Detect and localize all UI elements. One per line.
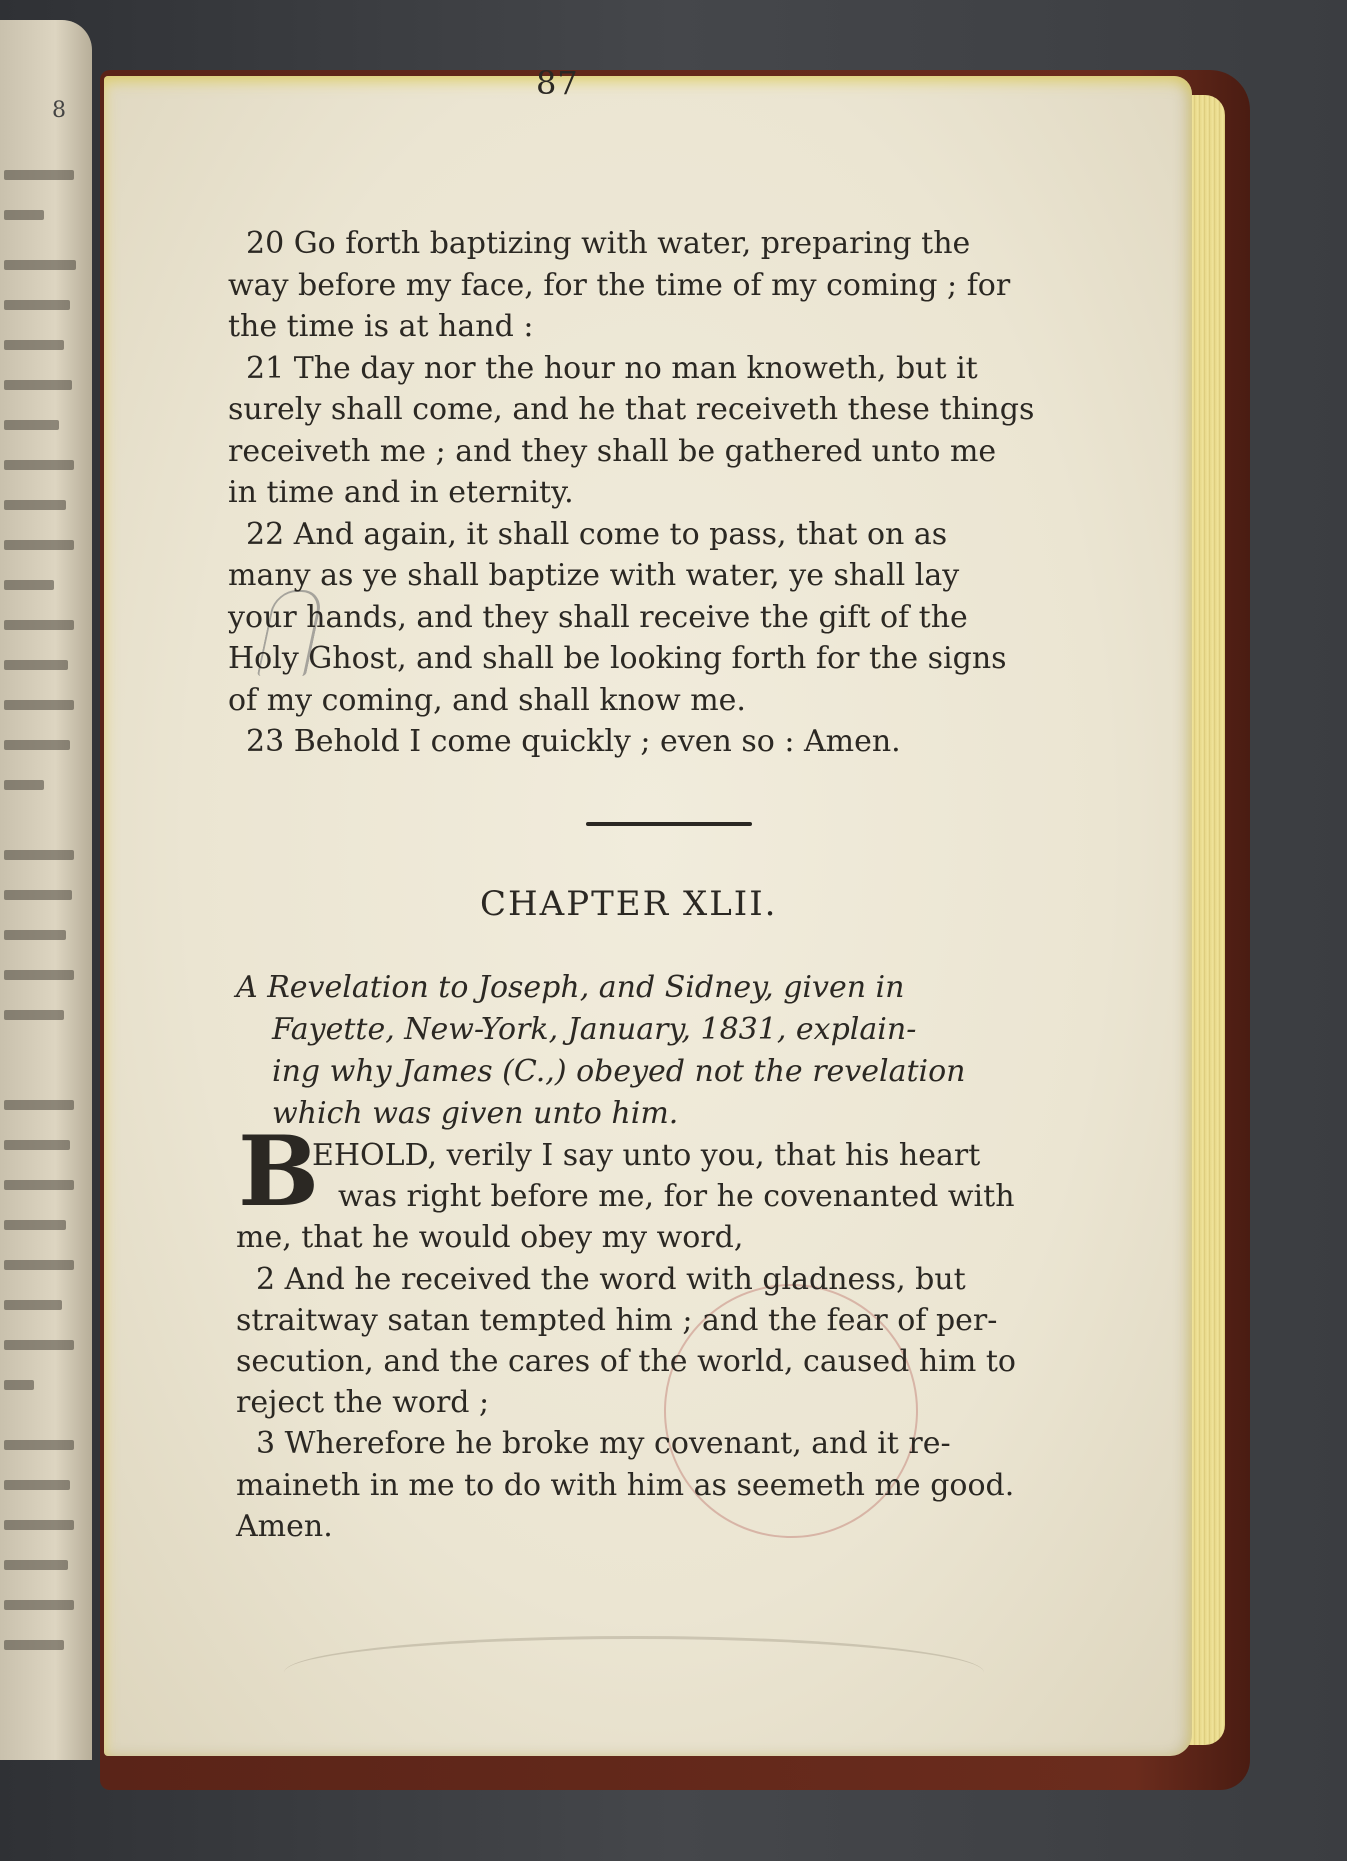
verse-line: receiveth me ; and they shall be gathered unto me <box>228 433 997 469</box>
verse-line: in time and in eternity. <box>228 475 574 510</box>
left-text-line <box>4 1600 74 1610</box>
body-line: EHOLD, verily I say unto you, that his heart <box>312 1138 981 1173</box>
page-smudge <box>284 1636 984 1709</box>
heading-line: A Revelation to Joseph, and Sidney, given in <box>236 970 905 1005</box>
left-text-line <box>4 260 76 270</box>
verse-line: 20 Go forth baptizing with water, preparing the <box>246 226 971 261</box>
chapter-title: CHAPTER XLII. <box>480 884 778 924</box>
left-text-line <box>4 660 68 670</box>
left-text-line <box>4 780 44 790</box>
left-text-line <box>4 620 74 630</box>
verse-line: the time is at hand : <box>228 309 534 344</box>
left-text-line <box>4 1340 74 1350</box>
verse-line: 22 And again, it shall come to pass, that on as <box>246 516 948 552</box>
left-text-line <box>4 170 74 180</box>
verse-line: surely shall come, and he that receiveth these things <box>228 392 1035 427</box>
verse-line: way before my face, for the time of my coming ; for <box>228 267 1011 303</box>
left-text-line <box>4 1100 74 1110</box>
left-text-line <box>4 1220 66 1230</box>
body-line: secution, and the cares of the world, caused him to <box>236 1344 1016 1379</box>
verse-line: your hands, and they shall receive the gift of the <box>228 599 968 635</box>
left-text-line <box>4 850 74 860</box>
heading-line: ing why James (C.,) obeyed not the revelation <box>272 1054 966 1089</box>
body-line: me, that he would obey my word, <box>236 1220 744 1256</box>
left-text-line <box>4 1140 70 1150</box>
body-line: straitway satan tempted him ; and the fear of per- <box>236 1302 998 1338</box>
left-text-line <box>4 1300 62 1310</box>
left-text-line <box>4 460 74 470</box>
left-text-line <box>4 700 74 710</box>
left-text-line <box>4 1010 64 1020</box>
pencil-circle-mark <box>628 1248 954 1574</box>
left-text-line <box>4 890 72 900</box>
left-text-line <box>4 1480 70 1490</box>
left-text-line <box>4 970 74 980</box>
left-text-line <box>4 300 70 310</box>
verse-line: 23 Behold I come quickly ; even so : Amen. <box>246 724 901 759</box>
left-text-line <box>4 1520 74 1530</box>
left-text-line <box>4 210 44 220</box>
page-number: 87 <box>536 64 579 102</box>
drop-cap: B <box>238 1115 320 1228</box>
left-text-line <box>4 380 72 390</box>
verse-line: many as ye shall baptize with water, ye shall lay <box>228 558 960 593</box>
verse-line: of my coming, and shall know me. <box>228 682 746 718</box>
left-text-line <box>4 930 66 940</box>
body-line: 3 Wherefore he broke my covenant, and it re- <box>256 1426 951 1462</box>
left-text-line <box>4 1180 74 1190</box>
left-page-number: 8 <box>52 98 66 123</box>
body-line: 2 And he received the word with gladness, but <box>256 1261 966 1297</box>
verse-line: 21 The day nor the hour no man knoweth, but it <box>246 350 978 386</box>
left-text-line <box>4 1640 64 1650</box>
heading-line: Fayette, New-York, January, 1831, explain- <box>272 1012 917 1047</box>
body-line: was right before me, for he covenanted with <box>338 1179 1015 1215</box>
heading-line: which was given unto him. <box>272 1096 679 1131</box>
section-divider <box>586 822 752 826</box>
left-page-fragment <box>0 20 92 1760</box>
left-text-line <box>4 540 74 550</box>
left-text-line <box>4 1380 34 1390</box>
body-line: Amen. <box>236 1508 333 1544</box>
body-line: maineth in me to do with him as seemeth me good. <box>236 1467 1015 1503</box>
left-text-line <box>4 1560 68 1570</box>
left-text-line <box>4 340 64 350</box>
left-text-line <box>4 580 54 590</box>
body-line: reject the word ; <box>236 1385 490 1421</box>
left-text-line <box>4 420 59 430</box>
left-text-line <box>4 1260 74 1270</box>
left-text-line <box>4 500 66 510</box>
left-text-line <box>4 740 70 750</box>
left-text-line <box>4 1440 74 1450</box>
verse-line: Holy Ghost, and shall be looking forth for the signs <box>228 641 1007 676</box>
